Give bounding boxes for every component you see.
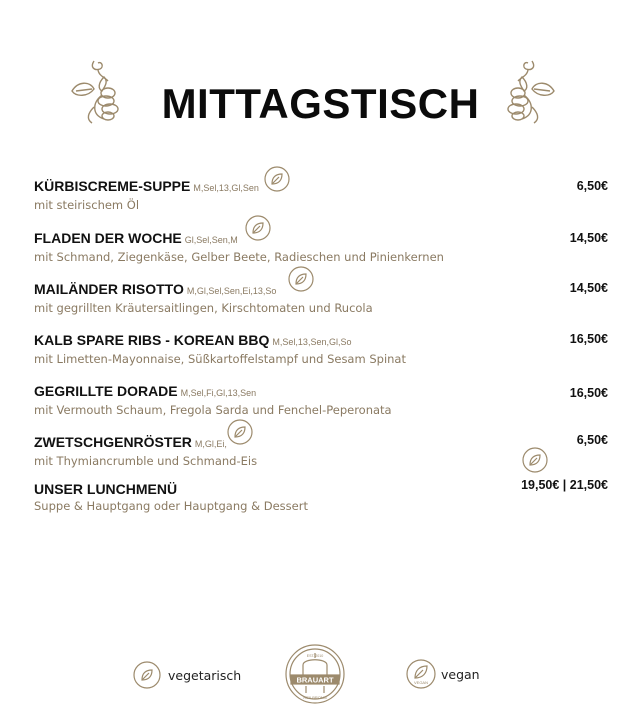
- leaf-circle-icon: [522, 447, 548, 473]
- allergen-codes: M,Sel,13,Sen,Gl,So: [272, 337, 352, 347]
- page-title: MITTAGSTISCH: [161, 80, 480, 127]
- menu-item: [34, 332, 608, 367]
- menu-item: [34, 281, 608, 316]
- dish-name: KÜRBISCREME-SUPPE: [34, 178, 191, 194]
- dish-name: GEGRILLTE DORADE: [34, 383, 178, 399]
- dish-description: mit Schmand, Ziegenkäse, Gelber Beete, Radieschen und Pinienkernen: [34, 250, 444, 264]
- allergen-codes: M,Gl,Sel,Sen,Ei,13,So: [186, 286, 277, 296]
- dish-name: ZWETSCHGENRÖSTER: [34, 434, 192, 450]
- vegan-icon-text: VEGAN: [413, 680, 429, 685]
- allergen-codes: M,Sel,Fi,Gl,13,Sen: [180, 388, 257, 398]
- dish-name: FLADEN DER WOCHE: [34, 230, 182, 246]
- dish-price: 16,50€: [569, 386, 608, 400]
- legend-vegan-label: vegan: [441, 667, 480, 682]
- dish-description: mit Thymiancrumble und Schmand-Eis: [34, 454, 258, 468]
- allergen-codes: M,Gl,Ei,: [194, 439, 227, 449]
- logo-est-text: EST. 2010: [306, 654, 324, 658]
- menu-item: [34, 178, 608, 213]
- dish-price: 14,50€: [569, 281, 608, 295]
- logo-city-text: HEILBRONN: [303, 695, 327, 700]
- dish-price: 19,50€ | 21,50€: [521, 478, 608, 492]
- dish-name: KALB SPARE RIBS - KOREAN BBQ: [34, 332, 270, 348]
- brauart-logo: [284, 643, 346, 705]
- dish-price: 14,50€: [569, 231, 608, 245]
- dish-description: mit Limetten-Mayonnaise, Süßkartoffelstampf und Sesam Spinat: [34, 352, 406, 366]
- menu-item: [34, 230, 608, 265]
- dish-price: 16,50€: [569, 332, 608, 346]
- menu-item: [34, 383, 608, 418]
- legend-vegetarian-label: vegetarisch: [168, 668, 242, 683]
- dish-description: mit Vermouth Schaum, Fregola Sarda und Fenchel-Peperonata: [34, 403, 392, 417]
- leaf-circle-icon: [227, 419, 253, 445]
- leaf-circle-icon: [264, 166, 290, 192]
- logo-brand-text: BRAUART: [296, 675, 334, 685]
- dish-description: Suppe & Hauptgang oder Hauptgang & Dessert: [34, 499, 308, 513]
- leaf-circle-icon: [288, 266, 314, 292]
- allergen-codes: M,Sel,13,Gl,Sen: [193, 183, 259, 193]
- leaf-circle-icon: [245, 215, 271, 241]
- dish-price: 6,50€: [576, 179, 608, 193]
- menu-item: [34, 478, 608, 514]
- dish-name: MAILÄNDER RISOTTO: [34, 281, 184, 297]
- allergen-codes: Gl,Sel,Sen,M: [184, 235, 238, 245]
- dish-name: UNSER LUNCHMENÜ: [34, 481, 178, 497]
- leaf-circle-icon: [133, 661, 161, 689]
- dish-price: 6,50€: [576, 433, 608, 447]
- dish-description: mit gegrillten Kräutersaitlingen, Kirschtomaten und Rucola: [34, 301, 373, 315]
- leaf-vegan-icon: [406, 659, 436, 689]
- dish-description: mit steirischem Öl: [34, 198, 140, 212]
